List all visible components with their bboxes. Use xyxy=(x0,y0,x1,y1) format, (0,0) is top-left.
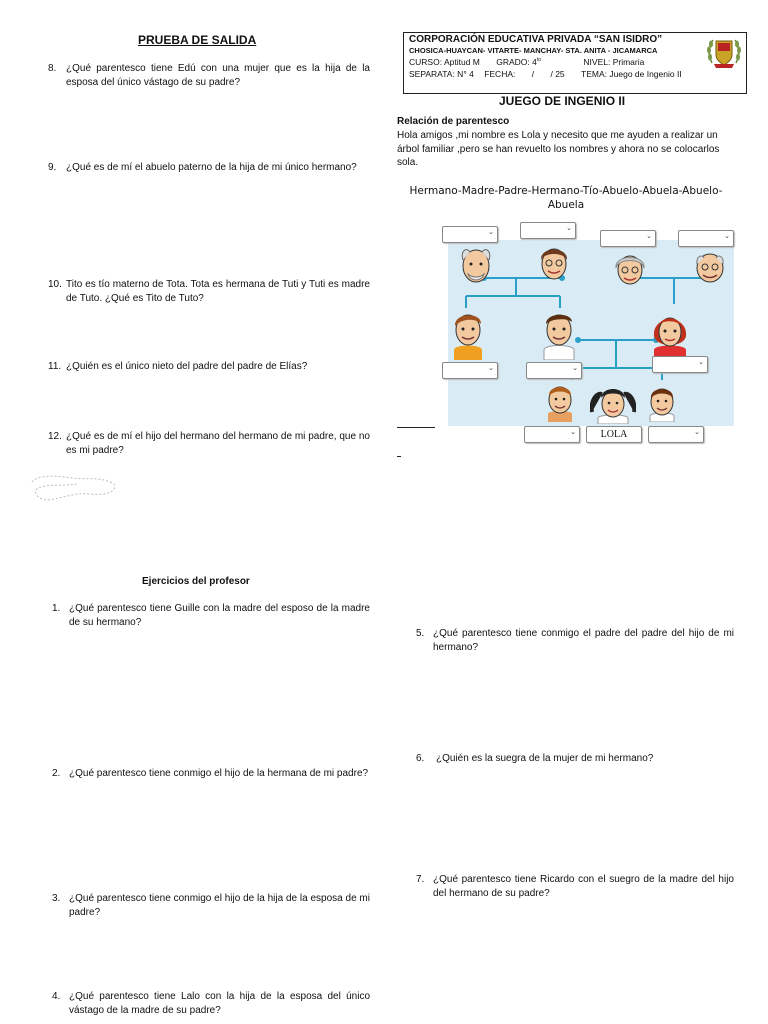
answer-dropdown-brother-2[interactable] xyxy=(648,426,704,443)
question-text: ¿Qué es de mí el abuelo paterno de la hija de mi único hermano? xyxy=(66,162,357,173)
question-number: 6. xyxy=(416,753,425,764)
brother-1-face-icon xyxy=(544,382,576,422)
answer-dropdown-grandfather-2[interactable] xyxy=(678,230,734,247)
question-text: ¿Quién es la suegra de la mujer de mi hermano? xyxy=(436,753,654,764)
question-number: 4. xyxy=(52,991,61,1002)
question-number: 2. xyxy=(52,768,61,779)
answer-dropdown-uncle[interactable] xyxy=(442,362,498,379)
father-face-icon xyxy=(540,310,578,360)
separata-line xyxy=(409,69,682,79)
answer-dropdown-mother[interactable] xyxy=(652,356,708,373)
school-name: CORPORACIÓN EDUCATIVA PRIVADA “SAN ISIDRO” xyxy=(409,34,663,45)
question-number: 5. xyxy=(416,628,425,639)
question-number: 9. xyxy=(48,162,57,173)
school-locations: CHOSICA-HUAYCAN- VITARTE- MANCHAY- STA. ANITA - JICAMARCA xyxy=(409,46,658,55)
date-label: FECHA: xyxy=(484,69,516,79)
answer-dropdown-grandmother-2[interactable] xyxy=(600,230,656,247)
separata-label: SEPARATA: N° 4 xyxy=(409,69,474,79)
lola-name-box xyxy=(586,426,642,443)
question-number: 7. xyxy=(416,874,425,885)
chevron-down-icon: ⌄ xyxy=(566,225,572,232)
answer-dropdown-father[interactable] xyxy=(526,362,582,379)
school-crest-icon xyxy=(704,33,744,73)
question-number: 8. xyxy=(48,63,57,74)
chevron-down-icon: ⌄ xyxy=(488,365,494,372)
question-number: 1. xyxy=(52,603,61,614)
grade-label: GRADO: $4^{to}$ xyxy=(496,57,542,67)
scribble-mark xyxy=(28,470,120,506)
question-number: 12. xyxy=(48,431,62,442)
worksheet-title: JUEGO DE INGENIO II xyxy=(499,94,626,108)
chevron-down-icon: ⌄ xyxy=(724,233,730,240)
underline-mark xyxy=(397,427,435,428)
question-text: ¿Qué parentesco tiene conmigo el padre del padre del hijo de mi hermano? xyxy=(433,628,734,653)
answer-dropdown-brother-1[interactable] xyxy=(524,426,580,443)
course-line xyxy=(409,57,644,67)
question-number: 11. xyxy=(48,361,62,372)
family-tree xyxy=(438,218,740,448)
course-label: CURSO: Aptitud M xyxy=(409,57,480,67)
chevron-down-icon: ⌄ xyxy=(488,229,494,236)
question-text: ¿Qué parentesco tiene Guille con la madre del esposo de la madre de su hermano? xyxy=(69,603,370,628)
lola-label: LOLA xyxy=(600,429,628,440)
relationship-heading: Relación de parentesco xyxy=(397,116,510,127)
question-text: ¿Qué parentesco tiene conmigo el hijo de la hija de la esposa de mi padre? xyxy=(69,893,370,918)
page-title: PRUEBA DE SALIDA xyxy=(138,33,257,47)
question-text: ¿Qué parentesco tiene conmigo el hijo de la hermana de mi padre? xyxy=(69,768,369,779)
school-header xyxy=(403,32,747,94)
chevron-down-icon: ⌄ xyxy=(570,429,576,436)
intro-text: Hola amigos ,mi nombre es Lola y necesito que me ayuden a realizar un árbol familiar ,pero se han revuelto los nombres y ahora no se colocarlos sola. xyxy=(397,130,720,168)
grandmother-1-face-icon xyxy=(534,240,574,284)
question-number: 3. xyxy=(52,893,61,904)
question-text: ¿Qué parentesco tiene Edú con una mujer que es la hija de la esposa del único vástago de su padre? xyxy=(66,63,370,88)
chevron-down-icon: ⌄ xyxy=(646,233,652,240)
question-text: ¿Qué es de mí el hijo del hermano del hermano de mi padre, que no es mi padre? xyxy=(66,431,370,456)
question-text: Tito es tío materno de Tota. Tota es hermana de Tuti y Tuti es madre de Tuto. ¿Qué es Tito de Tuto? xyxy=(66,279,370,304)
date-sep2: / 25 xyxy=(550,69,565,79)
grade-sup: to xyxy=(536,57,542,64)
chevron-down-icon: ⌄ xyxy=(572,365,578,372)
brother-2-face-icon xyxy=(646,384,678,422)
level-label: NIVEL: Primaria xyxy=(583,57,645,67)
question-text: ¿Quién es el único nieto del padre del padre de Elías? xyxy=(66,361,308,372)
mother-face-icon xyxy=(650,308,690,360)
question-number: 10. xyxy=(48,279,62,290)
section-title: Ejercicios del profesor xyxy=(142,576,250,587)
answer-dropdown-grandfather-1[interactable] xyxy=(442,226,498,243)
question-text: ¿Qué parentesco tiene Ricardo con el suegro de la madre del hijo del hermano de su padre? xyxy=(433,874,734,899)
answer-dropdown-grandmother-1[interactable] xyxy=(520,222,576,239)
lola-face-icon xyxy=(590,384,636,424)
word-bank: Hermano-Madre-Padre-Hermano-Tío-Abuelo-Abuela-Abuelo-Abuela xyxy=(409,185,723,211)
topic-label: TEMA: Juego de Ingenio II xyxy=(581,69,682,79)
uncle-face-icon xyxy=(450,310,486,360)
grandmother-2-face-icon xyxy=(610,248,650,288)
grandfather-2-face-icon xyxy=(690,248,730,288)
date-sep1: / xyxy=(531,69,535,79)
grandfather-1-face-icon xyxy=(456,244,496,286)
small-dash-mark xyxy=(397,456,401,457)
chevron-down-icon: ⌄ xyxy=(694,429,700,436)
chevron-down-icon: ⌄ xyxy=(698,359,704,366)
question-text: ¿Qué parentesco tiene Lalo con la hija de la esposa del único vástago de la madre de su padre? xyxy=(69,991,370,1016)
